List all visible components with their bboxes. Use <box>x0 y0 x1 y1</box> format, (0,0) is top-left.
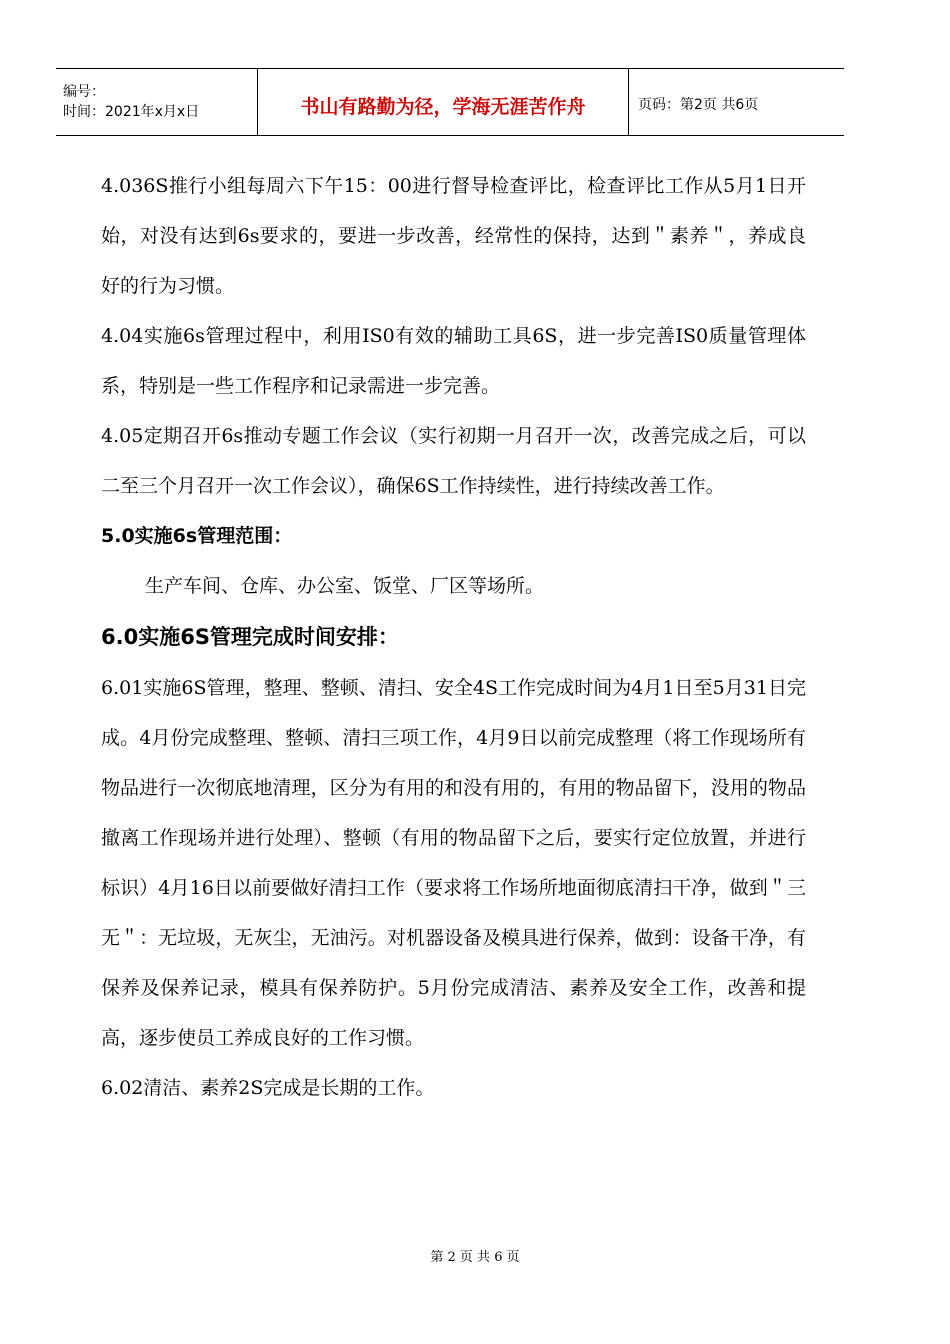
number-label: 编号： <box>63 84 105 100</box>
time-label: 时间：2021年x月x日 <box>63 104 200 120</box>
header-page-info <box>629 69 844 135</box>
document-body <box>101 161 806 1113</box>
paragraph-4-04: 4.04实施6s管理过程中，利用IS0有效的辅助工具6S，进一步完善IS0质量管理体系，特别是一些工作程序和记录需进一步完善。 <box>101 325 806 397</box>
motto-text: 书山有路勤为径，学海无涯苦作舟 <box>300 95 586 118</box>
paragraph-4-05: 4.05定期召开6s推动专题工作会议（实行初期一月召开一次，改善完成之后，可以二至三个月召开一次工作会议），确保6S工作持续性，进行持续改善工作。 <box>101 425 806 497</box>
page-footer: 第 2 页 共 6 页 <box>430 1250 520 1265</box>
section-heading-5: 5.0实施6s管理范围： <box>101 525 293 547</box>
header-meta <box>56 69 257 135</box>
header-motto <box>257 69 629 135</box>
document-header <box>56 68 844 136</box>
paragraph-5-scope: 生产车间、仓库、办公室、饭堂、厂区等场所。 <box>145 575 545 597</box>
paragraph-6-02: 6.02清洁、素养2S完成是长期的工作。 <box>101 1077 435 1099</box>
section-heading-6: 6.0实施6S管理完成时间安排： <box>101 625 399 649</box>
paragraph-6-01: 6.01实施6S管理，整理、整顿、清扫、安全4S工作完成时间为4月1日至5月31日完成。4月份完成整理、整顿、清扫三项工作，4月9日以前完成整理（将工作现场所有物品进行一次彻底地清理，区分为有用的和没有用的，有用的物品留下，没用的物品撤离工作现场并进行处理）、整顿（有用的物品留下之后，要实行定位放置，并进行标识）4月16日以前要做好清扫工作（要求将工作场所地面彻底清扫干净，做到＂三无＂：无垃圾，无灰尘，无油污。对机器设备及模具进行保养，做到：设备干净，有保养及保养记录，模具有保养防护。5月份完成清洁、素养及安全工作，改善和提高，逐步使员工养成良好的工作习惯。 <box>101 677 806 1049</box>
paragraph-4-03: 4.036S推行小组每周六下午15：00进行督导检查评比，检查评比工作从5月1日开始，对没有达到6s要求的，要进一步改善，经常性的保持，达到＂素养＂，养成良好的行为习惯。 <box>101 175 806 297</box>
page-label: 页码：第2页 共6页 <box>638 97 759 113</box>
